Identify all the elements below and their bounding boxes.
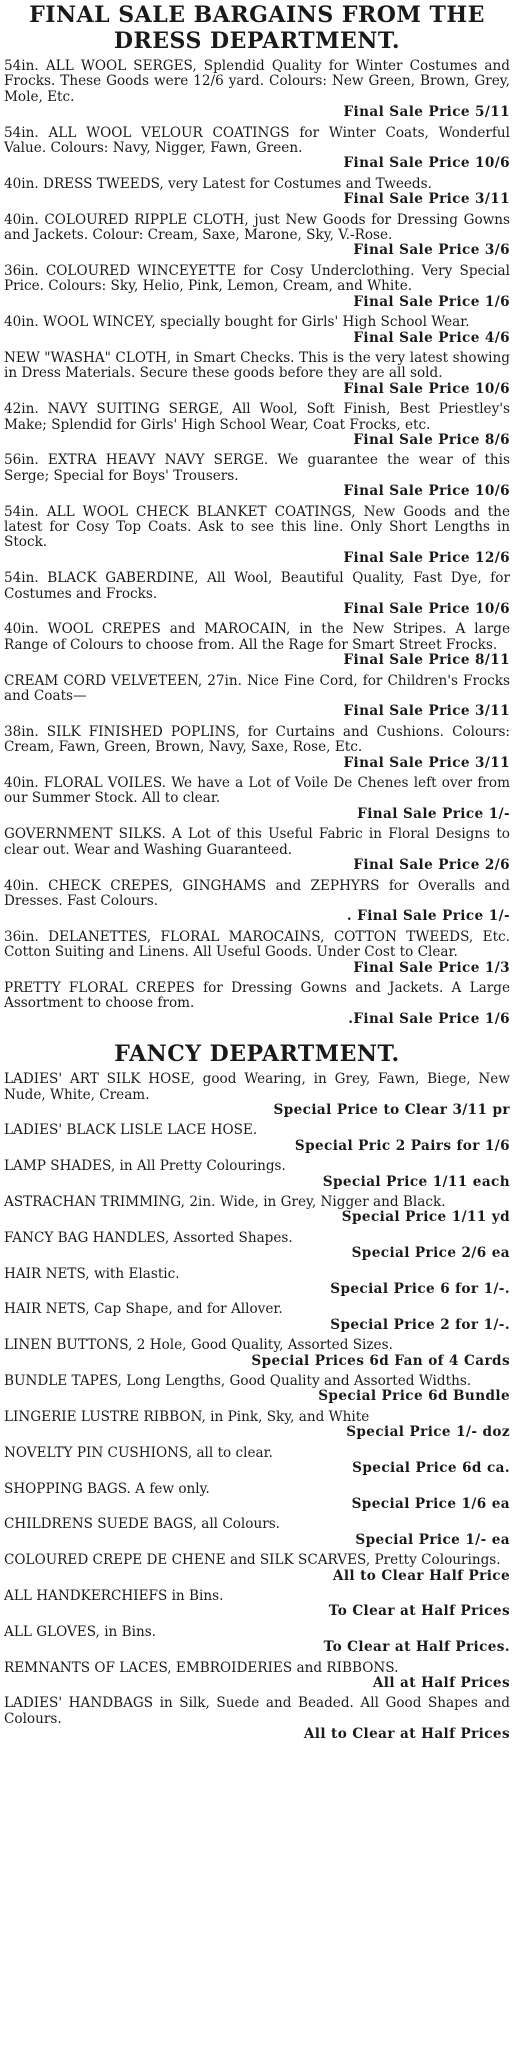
fancy-item-description: LINGERIE LUSTRE RIBBON, in Pink, Sky, and White — [4, 1408, 370, 1425]
dress-item — [4, 177, 510, 208]
dress-item-price: Final Sale Price 10/6 — [343, 483, 510, 500]
dress-item-description: 36in. DELANETTES, FLORAL MAROCAINS, COTTON TWEEDS, Etc. Cotton Suiting and Linens. All Useful Goods. Under Cost to Clear. — [4, 928, 510, 961]
dress-item — [4, 674, 510, 720]
fancy-item-description: SHOPPING BAGS. A few only. — [4, 1480, 210, 1497]
dress-item — [4, 264, 510, 310]
dress-item — [4, 776, 510, 822]
fancy-item-description: COLOURED CREPE DE CHENE and SILK SCARVES, Pretty Colourings. — [4, 1552, 501, 1569]
dress-item-description: GOVERNMENT SILKS. A Lot of this Useful Fabric in Floral Designs to clear out. Wear and Washing Guaranteed. — [4, 826, 510, 858]
dress-item-price: Final Sale Price 1/3 — [353, 959, 510, 976]
fancy-item-price: Special Price 6 for 1/-. — [330, 1281, 510, 1298]
dress-item-description: CREAM CORD VELVETEEN, 27in. Nice Fine Cord, for Children's Frocks and Coats— — [4, 672, 510, 705]
fancy-item-price: Special Pric 2 Pairs for 1/6 — [294, 1137, 510, 1154]
dress-item — [4, 351, 510, 397]
fancy-item-price: Special Price to Clear 3/11 pr — [273, 1101, 510, 1118]
fancy-item — [4, 1302, 510, 1333]
dress-item-price: Final Sale Price 5/11 — [343, 104, 510, 121]
dress-item — [4, 402, 510, 448]
dress-item-price: Final Sale Price 8/11 — [343, 652, 510, 669]
dress-item-price: Final Sale Price 3/11 — [343, 754, 510, 771]
fancy-item — [4, 1410, 510, 1441]
dress-item — [4, 571, 510, 617]
fancy-item-description: BUNDLE TAPES, Long Lengths, Good Quality and Assorted Widths. — [4, 1373, 472, 1390]
fancy-item-price: All at Half Prices — [372, 1674, 510, 1691]
dress-item-price: Final Sale Price 10/6 — [343, 155, 510, 172]
dress-item-description: 54in. BLACK GABERDINE, All Wool, Beautiful Quality, Fast Dye, for Costumes and Frocks. — [4, 570, 510, 602]
fancy-item-description: NOVELTY PIN CUSHIONS, all to clear. — [4, 1444, 273, 1461]
dress-item — [4, 930, 510, 976]
dress-item — [4, 827, 510, 873]
dress-item-price: Final Sale Price 3/11 — [343, 191, 510, 208]
fancy-item — [4, 1553, 510, 1584]
dress-items-list — [4, 59, 510, 1027]
dress-item — [4, 622, 510, 668]
fancy-item-price: Special Price 1/- doz — [346, 1424, 510, 1441]
fancy-item-price: Special Price 6d ca. — [352, 1460, 510, 1477]
fancy-item — [4, 1338, 510, 1369]
fancy-item-description: ALL HANDKERCHIEFS in Bins. — [4, 1587, 224, 1604]
fancy-item-description: LINEN BUTTONS, 2 Hole, Good Quality, Assorted Sizes. — [4, 1337, 393, 1354]
fancy-item — [4, 1696, 510, 1742]
dress-item-description: 40in. FLORAL VOILES. We have a Lot of Voile De Chenes left over from our Summer Stock. All to clear. — [4, 775, 510, 807]
fancy-item — [4, 1446, 510, 1477]
fancy-item — [4, 1661, 510, 1692]
fancy-heading: FANCY DEPARTMENT. — [114, 1041, 400, 1068]
dress-item-description: 54in. ALL WOOL CHECK BLANKET COATINGS, New Goods and the latest for Cosy Top Coats. Ask to see this line. Only Short Lengths in Stock. — [4, 503, 510, 551]
dress-item-price: Final Sale Price 1/- — [357, 805, 510, 822]
fancy-item — [4, 1517, 510, 1548]
fancy-item-price: All to Clear Half Price — [332, 1567, 510, 1584]
fancy-item-description: REMNANTS OF LACES, EMBROIDERIES and RIBBONS. — [4, 1659, 399, 1676]
fancy-item — [4, 1159, 510, 1190]
fancy-item — [4, 1072, 510, 1118]
fancy-item — [4, 1374, 510, 1405]
fancy-item-description: ALL GLOVES, in Bins. — [4, 1623, 157, 1640]
dress-item — [4, 981, 510, 1027]
dress-item-description: 38in. SILK FINISHED POPLINS, for Curtains and Cushions. Colours: Cream, Fawn, Green, Brown, Navy, Saxe, Rose, Etc. — [4, 723, 510, 756]
dress-item-price: Final Sale Price 3/11 — [343, 703, 510, 720]
fancy-item-price: Special Price 1/11 each — [322, 1173, 510, 1190]
fancy-item — [4, 1589, 510, 1620]
dress-item-price: Final Sale Price 10/6 — [343, 601, 510, 617]
dress-item-description: 54in. ALL WOOL SERGES, Splendid Quality for Winter Costumes and Frocks. These Goods were 12/6 yard. Colours: New Green, Brown, Grey, Mole, Etc. — [4, 58, 510, 105]
dress-item — [4, 505, 510, 567]
fancy-item — [4, 1231, 510, 1262]
fancy-item-description: FANCY BAG HANDLES, Assorted Shapes. — [4, 1229, 293, 1246]
dress-item-description: 42in. NAVY SUITING SERGE, All Wool, Soft Finish, Best Priestley's Make; Splendid for Girls' High School Wear, Coat Frocks, etc. — [4, 401, 510, 433]
fancy-item — [4, 1195, 510, 1226]
fancy-item-description: CHILDRENS SUEDE BAGS, all Colours. — [4, 1516, 280, 1533]
dress-item-price: Final Sale Price 12/6 — [343, 549, 510, 566]
dress-item-description: 54in. ALL WOOL VELOUR COATINGS for Winter Coats, Wonderful Value. Colours: Navy, Nigger, Fawn, Green. — [4, 124, 510, 157]
fancy-item-description: LADIES' HANDBAGS in Silk, Suede and Beaded. All Good Shapes and Colours. — [4, 1695, 510, 1727]
dress-item — [4, 126, 510, 172]
fancy-item-price: All to Clear at Half Prices — [303, 1726, 510, 1743]
dress-item — [4, 315, 510, 346]
dress-item — [4, 59, 510, 121]
dress-item-description: 40in. COLOURED RIPPLE CLOTH, just New Goods for Dressing Gowns and Jackets. Colour: Cream, Saxe, Marone, Sky, V.-Rose. — [4, 211, 510, 244]
fancy-item-description: LAMP SHADES, in All Pretty Colourings. — [4, 1158, 286, 1175]
dress-heading-line1: FINAL SALE BARGAINS FROM THE — [29, 2, 485, 28]
fancy-item-price: Special Prices 6d Fan of 4 Cards — [251, 1352, 510, 1369]
fancy-item — [4, 1123, 510, 1154]
fancy-item — [4, 1482, 510, 1513]
fancy-item — [4, 1267, 510, 1298]
dress-item-description: 40in. CHECK CREPES, GINGHAMS and ZEPHYRS for Overalls and Dresses. Fast Colours. — [4, 877, 510, 909]
dress-item-description: 40in. WOOL WINCEY, specially bought for Girls' High School Wear. — [4, 314, 470, 331]
fancy-item-description: LADIES' BLACK LISLE LACE HOSE. — [4, 1122, 258, 1139]
dress-item-price: . Final Sale Price 1/- — [346, 908, 510, 925]
dress-item-price: Final Sale Price 10/6 — [343, 380, 510, 397]
fancy-item-price: To Clear at Half Prices — [328, 1603, 510, 1620]
fancy-item-price: Special Price 6d Bundle — [318, 1388, 510, 1405]
dress-item-price: Final Sale Price 1/6 — [353, 293, 510, 310]
dress-item-price: .Final Sale Price 1/6 — [348, 1010, 510, 1027]
dress-item-price: Final Sale Price 3/6 — [353, 242, 510, 259]
dress-item-description: 40in. WOOL CREPES and MAROCAIN, in the New Stripes. A large Range of Colours to choose from. All the Rage for Smart Street Frocks. — [4, 621, 510, 653]
dress-item — [4, 453, 510, 499]
fancy-item — [4, 1625, 510, 1656]
dress-item-price: Final Sale Price 4/6 — [353, 329, 510, 346]
dress-item-description: NEW "WASHA" CLOTH, in Smart Checks. This is the very latest showing in Dress Materials. Secure these goods before they are all sold. — [4, 349, 510, 382]
fancy-items-list — [4, 1072, 510, 1742]
dress-item — [4, 725, 510, 771]
fancy-item-price: Special Price 2/6 ea — [351, 1245, 510, 1262]
dress-item — [4, 213, 510, 259]
fancy-item-price: Special Price 1/11 yd — [341, 1209, 510, 1226]
dress-item-description: 36in. COLOURED WINCEYETTE for Cosy Underclothing. Very Special Price. Colours: Sky, Helio, Pink, Lemon, Cream, and White. — [4, 262, 510, 295]
fancy-item-description: HAIR NETS, with Elastic. — [4, 1265, 180, 1282]
dress-item-price: Final Sale Price 2/6 — [353, 857, 510, 874]
fancy-item-description: HAIR NETS, Cap Shape, and for Allover. — [4, 1301, 283, 1318]
fancy-item-description: LADIES' ART SILK HOSE, good Wearing, in Grey, Fawn, Biege, New Nude, White, Cream. — [4, 1071, 510, 1103]
dress-item-price: Final Sale Price 8/6 — [353, 431, 510, 448]
fancy-item-description: ASTRACHAN TRIMMING, 2in. Wide, in Grey, Nigger and Black. — [4, 1194, 446, 1210]
fancy-item-price: To Clear at Half Prices. — [323, 1639, 510, 1656]
fancy-item-price: Special Price 1/6 ea — [351, 1495, 510, 1512]
fancy-item-price: Special Price 2 for 1/-. — [330, 1316, 510, 1333]
dress-heading-line2: DRESS DEPARTMENT. — [113, 28, 401, 54]
dress-item-description: 56in. EXTRA HEAVY NAVY SERGE. We guarantee the wear of this Serge; Special for Boys' Trousers. — [4, 452, 510, 484]
dress-item-description: PRETTY FLORAL CREPES for Dressing Gowns and Jackets. A Large Assortment to choose from. — [4, 979, 510, 1012]
fancy-item-price: Special Price 1/- ea — [355, 1531, 510, 1548]
dress-item — [4, 879, 510, 925]
dress-item-description: 40in. DRESS TWEEDS, very Latest for Costumes and Tweeds. — [4, 175, 432, 192]
